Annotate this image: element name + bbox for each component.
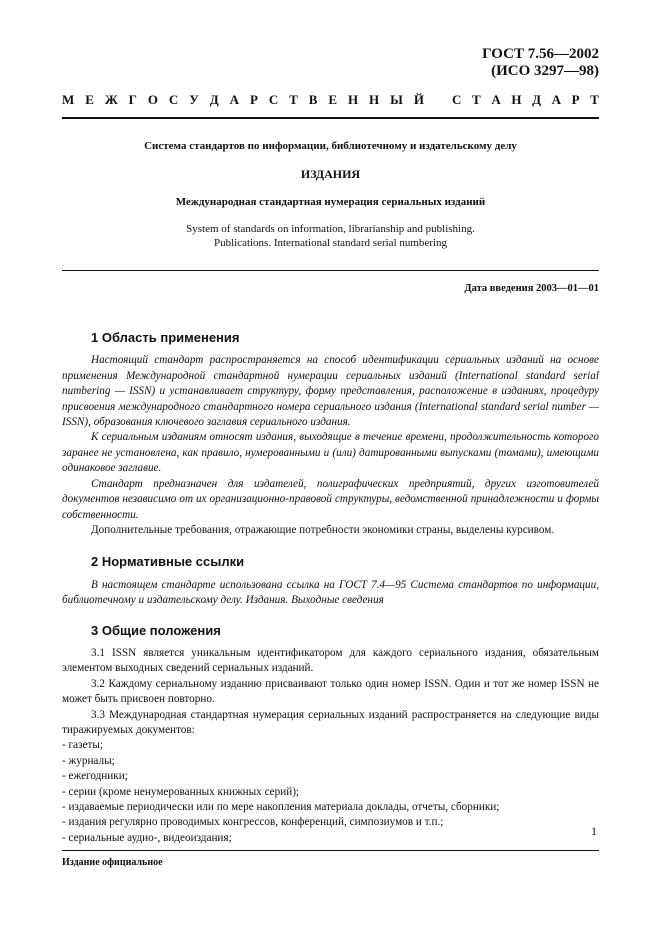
official-edition-label: Издание официальное	[62, 857, 163, 869]
gost-number: ГОСТ 7.56—2002	[482, 46, 599, 62]
banner-letter: Ж	[104, 92, 118, 107]
banner-letter: С	[168, 92, 179, 107]
paragraph: Стандарт предназначен для издателей, полиграфических предприятий, других изготовителей документов независимо от их организационно-правовой структуры, ведомственной принадлежности и формы собственности.	[62, 477, 599, 521]
banner-letter: Р	[249, 92, 258, 107]
footer-rule	[62, 850, 599, 851]
paragraph: Дополнительные требования, отражающие потребности экономики страны, выделены курсивом.	[91, 523, 555, 536]
interstate-standard-banner	[62, 92, 599, 107]
document-types-list	[62, 738, 599, 846]
page-number: 1	[591, 824, 597, 838]
banner-letter: Е	[328, 92, 338, 107]
banner-letter: Д	[209, 92, 219, 107]
banner-letter: Й	[413, 92, 424, 107]
list-item: - журналы;	[62, 754, 115, 767]
banner-letter: А	[229, 92, 239, 107]
list-item: - издаваемые периодически или по мере накопления материала доклады, отчеты, сборники;	[62, 801, 500, 813]
section-body	[62, 646, 599, 846]
banner-letter: А	[491, 92, 501, 107]
paragraph: 3.2 Каждому сериальному изданию присваивают только один номер ISSN. Один и тот же номер ISSN не может быть присвоен повторно.	[62, 677, 599, 706]
main-title: ИЗДАНИЯ	[300, 166, 361, 181]
banner-letter: У	[189, 92, 199, 107]
section-body	[62, 353, 599, 538]
interstate-word	[62, 92, 424, 107]
banner-letter: Ы	[390, 92, 403, 107]
list-item: - издания регулярно проводимых конгрессов, конференций, симпозиумов и т.п.;	[62, 816, 444, 829]
series-title: Система стандартов по информации, библиотечному и издательскому делу	[144, 140, 517, 153]
paragraph: Настоящий стандарт распространяется на способ идентификации сериальных изданий на основе применения Международной стандартной нумерации сериальных изданий (International standard serial numbering — ISSN) и устанавливает структуру, форму представления, расположение в изданиях, процедуру присвоения международного стандартного номера сериального издания (International standard serial number — ISSN), образования ключевого заглавия сериального издания.	[62, 354, 599, 429]
banner-letter: Н	[511, 92, 522, 107]
introduction-date: Дата введения 2003—01—01	[464, 282, 599, 294]
section-heading: 3 Общие положения	[91, 622, 221, 638]
banner-letter: Е	[85, 92, 94, 107]
paragraph: В настоящем стандарте использована ссылка на ГОСТ 7.4—95 Система стандартов по информации, библиотечному и издательскому делу. Издания. Выходные сведения	[62, 578, 599, 607]
banner-letter: Г	[128, 92, 137, 107]
top-rule	[62, 117, 599, 119]
banner-letter: Т	[590, 92, 599, 107]
banner-letter: Н	[369, 92, 380, 107]
list-item: - сериальные аудио-, видеоиздания;	[62, 831, 232, 844]
section-heading: 2 Нормативные ссылки	[91, 554, 245, 570]
section-body	[62, 578, 599, 609]
english-title-line: System of standards on information, librarianship and publishing.	[186, 222, 475, 235]
banner-letter: С	[452, 92, 462, 107]
middle-rule	[62, 270, 599, 271]
list-item: - серии (кроме ненумерованных книжных серий);	[62, 785, 300, 798]
banner-letter: А	[551, 92, 562, 107]
banner-letter: Р	[571, 92, 580, 107]
paragraph: 3.3 Международная стандартная нумерация сериальных изданий распространяется на следующие виды тиражируемых документов:	[62, 708, 599, 736]
banner-letter: С	[268, 92, 279, 107]
banner-letter: О	[147, 92, 158, 107]
english-title-line: Publications. International standard serial numbering	[213, 236, 448, 249]
banner-letter: Т	[472, 92, 481, 107]
paragraph: К сериальным изданиям относят издания, выходящие в течение времени, продолжительность которого заранее не установлена, как правило, нумерованными и (или) датированными выпусками (томами), имеющими одинаковое заглавие.	[62, 431, 599, 475]
iso-number: (ИСО 3297—98)	[491, 63, 599, 79]
list-item: - ежегодники;	[62, 770, 128, 783]
section-heading: 1 Область применения	[91, 330, 240, 346]
banner-letter: Д	[532, 92, 542, 107]
banner-letter: М	[62, 92, 75, 107]
banner-letter: Т	[289, 92, 298, 107]
list-item: - газеты;	[62, 739, 103, 752]
sub-title: Международная стандартная нумерация сериальных изданий	[175, 196, 486, 209]
english-title	[62, 222, 599, 250]
standard-word	[452, 92, 599, 107]
banner-letter: Н	[347, 92, 359, 107]
banner-letter: В	[308, 92, 318, 107]
paragraph: 3.1 ISSN является уникальным идентификатором для каждого сериального издания, обязательным элементом выходных сведений сериальных изданий.	[62, 646, 599, 675]
gost-identifier	[62, 46, 599, 80]
